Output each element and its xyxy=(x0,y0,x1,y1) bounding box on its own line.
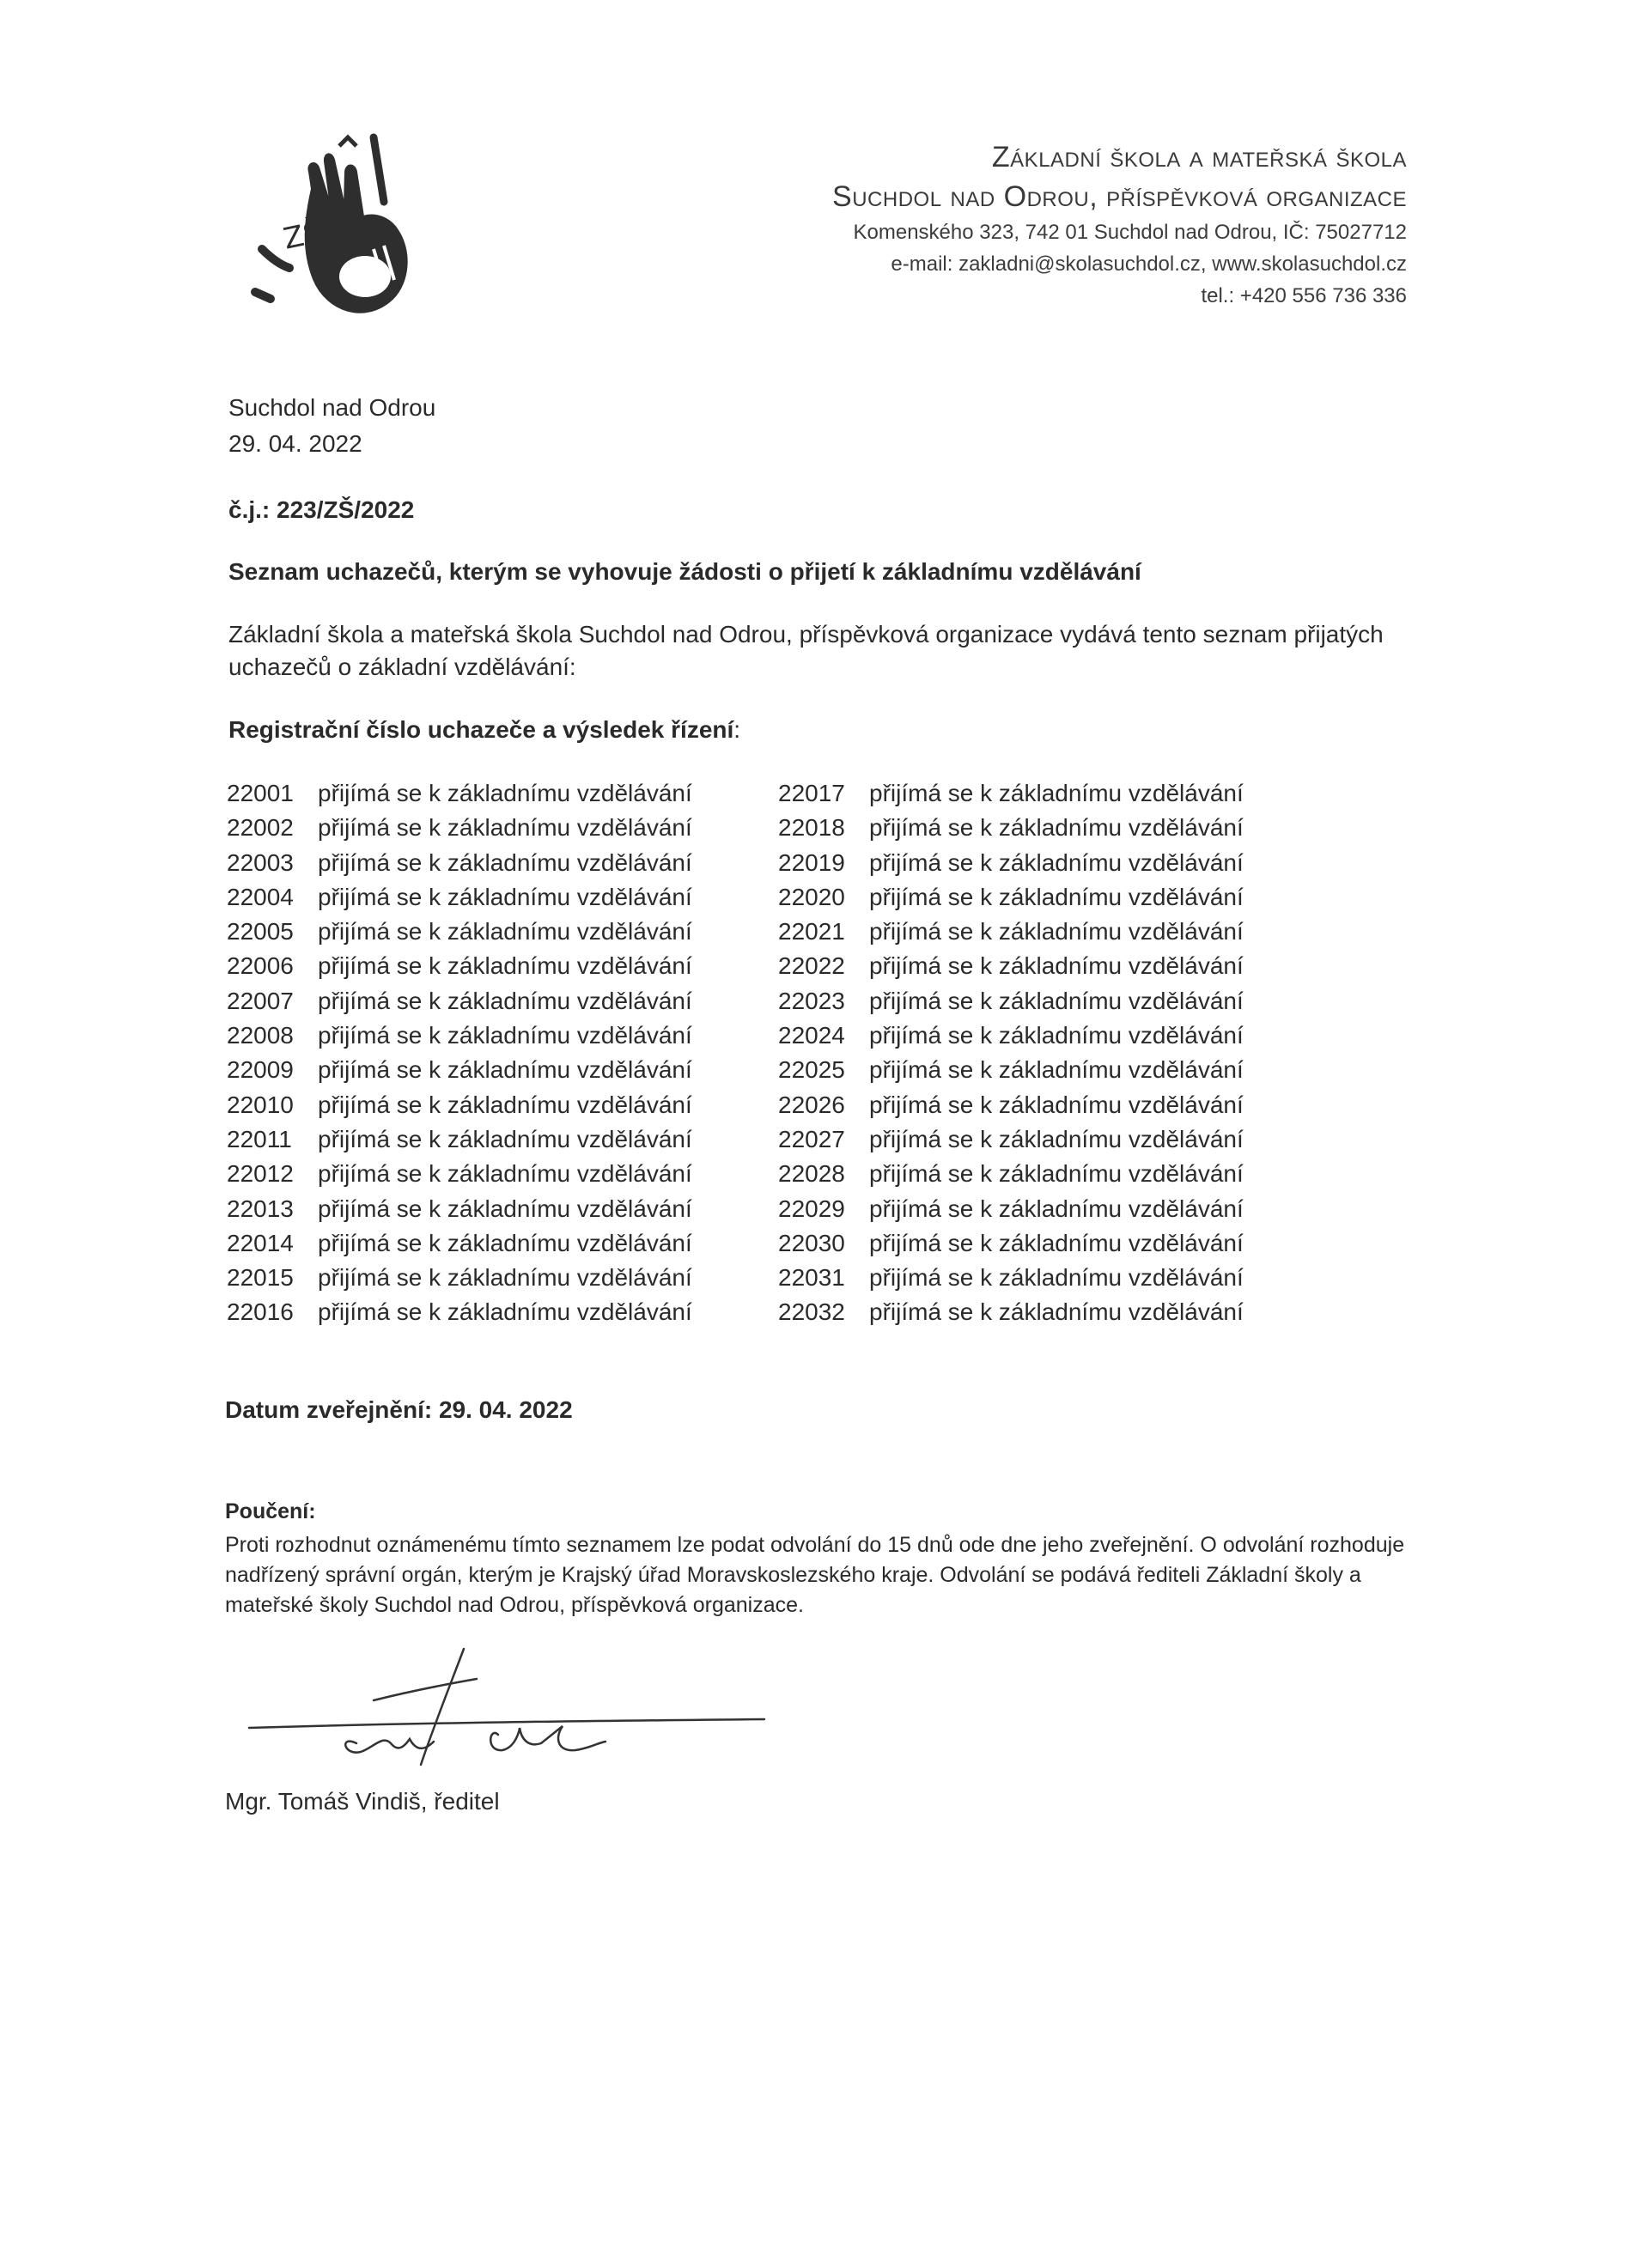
handprint-logo xyxy=(245,120,417,335)
applicant-id: 22001 xyxy=(227,780,294,806)
place-date-block xyxy=(228,390,435,462)
notice-heading: Poučení: xyxy=(225,1499,316,1523)
applicant-row xyxy=(778,811,1244,845)
applicant-row xyxy=(227,1053,692,1087)
applicant-result: přijímá se k základnímu vzdělávání xyxy=(318,1091,692,1118)
document-title: Seznam uchazečů, kterým se vyhovuje žádosti o přijetí k základnímu vzdělávání xyxy=(228,558,1141,585)
applicant-id: 22027 xyxy=(778,1125,845,1152)
org-name-line2: Suchdol nad Odrou, příspěvková organizace xyxy=(832,180,1407,213)
applicant-result: přijímá se k základnímu vzdělávání xyxy=(869,1160,1244,1188)
applicant-id: 22030 xyxy=(778,1229,845,1256)
applicant-result: přijímá se k základnímu vzdělávání xyxy=(318,918,692,946)
org-address: Komenského 323, 742 01 Suchdol nad Odrou, IČ: 75027712 xyxy=(853,221,1407,244)
applicant-row xyxy=(227,915,692,949)
applicant-result: přijímá se k základnímu vzdělávání xyxy=(869,1229,1244,1256)
applicant-result: přijímá se k základnímu vzdělávání xyxy=(318,1022,692,1049)
applicant-id: 22004 xyxy=(227,883,294,910)
signature xyxy=(245,1632,769,1769)
applicant-row xyxy=(227,1018,692,1053)
applicant-row xyxy=(227,880,692,915)
applicant-id: 22009 xyxy=(227,1056,294,1084)
applicant-row xyxy=(778,1261,1244,1295)
applicant-result: přijímá se k základnímu vzdělávání xyxy=(869,883,1244,910)
applicant-row xyxy=(227,776,692,811)
applicant-row xyxy=(227,984,692,1018)
applicant-result: přijímá se k základnímu vzdělávání xyxy=(869,814,1244,842)
applicant-id: 22006 xyxy=(227,952,294,980)
applicant-row xyxy=(227,1226,692,1261)
applicant-result: přijímá se k základnímu vzdělávání xyxy=(318,1056,692,1084)
applicant-row xyxy=(778,984,1244,1018)
applicant-result: přijímá se k základnímu vzdělávání xyxy=(318,780,692,806)
applicant-row xyxy=(778,1226,1244,1261)
applicant-result: přijímá se k základnímu vzdělávání xyxy=(318,1264,692,1292)
applicant-id: 22025 xyxy=(778,1056,845,1084)
applicant-id: 22007 xyxy=(227,987,294,1014)
applicant-row xyxy=(227,1157,692,1191)
applicant-row xyxy=(227,1295,692,1329)
applicant-row xyxy=(227,1088,692,1122)
applicant-row xyxy=(778,915,1244,949)
place: Suchdol nad Odrou xyxy=(228,394,436,421)
applicant-result: přijímá se k základnímu vzdělávání xyxy=(869,1298,1244,1326)
notice-text: Proti rozhodnut oznámenému tímto seznamem lze podat odvolání do 15 dnů ode dne jeho zveřejnění. O odvolání rozhoduje nadřízený správní orgán, kterým je Krajský úřad Moravskoslezského kraje. Odvolání se podává řediteli Základní školy a mateřské školy Suchdol nad Odrou, příspěvková organizace. xyxy=(225,1533,1405,1617)
applicant-row xyxy=(227,1192,692,1226)
applicant-row xyxy=(227,846,692,880)
applicant-result: přijímá se k základnímu vzdělávání xyxy=(869,952,1244,980)
applicant-id: 22018 xyxy=(778,814,845,842)
applicant-row xyxy=(227,949,692,983)
applicant-row xyxy=(778,1157,1244,1191)
registration-heading-colon: : xyxy=(733,716,741,743)
applicant-row xyxy=(778,1122,1244,1157)
applicant-id: 22010 xyxy=(227,1091,294,1118)
applicant-result: přijímá se k základnímu vzdělávání xyxy=(318,814,692,842)
applicant-id: 22024 xyxy=(778,1022,845,1049)
applicant-result: přijímá se k základnímu vzdělávání xyxy=(869,1125,1244,1152)
org-name-line1: Základní škola a mateřská škola xyxy=(991,141,1407,173)
applicant-result: přijímá se k základnímu vzdělávání xyxy=(318,883,692,910)
applicant-result: přijímá se k základnímu vzdělávání xyxy=(869,1195,1244,1222)
registration-heading-text: Registrační číslo uchazeče a výsledek řízení xyxy=(228,716,734,743)
applicant-row xyxy=(227,1122,692,1157)
applicant-result: přijímá se k základnímu vzdělávání xyxy=(318,1160,692,1188)
applicant-id: 22011 xyxy=(227,1125,292,1152)
applicant-id: 22005 xyxy=(227,918,294,946)
svg-text:ZŠ: ZŠ xyxy=(280,215,326,257)
reference-number: č.j.: 223/ZŠ/2022 xyxy=(228,496,415,523)
applicant-id: 22021 xyxy=(778,918,845,946)
applicant-result: přijímá se k základnímu vzdělávání xyxy=(318,1125,692,1152)
applicant-row xyxy=(778,1192,1244,1226)
applicant-result: přijímá se k základnímu vzdělávání xyxy=(318,1298,692,1326)
applicant-id: 22016 xyxy=(227,1298,294,1326)
applicant-list-left xyxy=(227,776,692,1330)
applicant-id: 22012 xyxy=(227,1160,294,1188)
applicant-id: 22023 xyxy=(778,987,845,1014)
applicant-id: 22028 xyxy=(778,1160,845,1188)
applicant-id: 22014 xyxy=(227,1229,294,1256)
applicant-id: 22002 xyxy=(227,814,294,842)
applicant-result: přijímá se k základnímu vzdělávání xyxy=(318,987,692,1014)
date: 29. 04. 2022 xyxy=(228,430,362,457)
applicant-result: přijímá se k základnímu vzdělávání xyxy=(869,918,1244,946)
applicant-result: přijímá se k základnímu vzdělávání xyxy=(318,1195,692,1222)
intro-paragraph: Základní škola a mateřská škola Suchdol nad Odrou, příspěvková organizace vydává tento seznam přijatých uchazečů o základní vzdělávání: xyxy=(228,621,1384,680)
applicant-id: 22026 xyxy=(778,1091,845,1118)
applicant-row xyxy=(778,846,1244,880)
applicant-result: přijímá se k základnímu vzdělávání xyxy=(869,848,1244,876)
letterhead xyxy=(832,137,1407,312)
applicant-row xyxy=(778,1088,1244,1122)
applicant-row xyxy=(778,949,1244,983)
applicant-id: 22015 xyxy=(227,1264,294,1292)
applicant-id: 22029 xyxy=(778,1195,845,1222)
applicant-id: 22022 xyxy=(778,952,845,980)
registration-heading xyxy=(228,716,740,744)
signer-name: Mgr. Tomáš Vindiš, ředitel xyxy=(225,1788,500,1815)
applicant-result: přijímá se k základnímu vzdělávání xyxy=(318,848,692,876)
applicant-id: 22031 xyxy=(778,1264,845,1292)
applicant-id: 22032 xyxy=(778,1298,845,1326)
applicant-row xyxy=(778,1018,1244,1053)
applicant-result: přijímá se k základnímu vzdělávání xyxy=(318,952,692,980)
applicant-id: 22020 xyxy=(778,883,845,910)
applicant-result: přijímá se k základnímu vzdělávání xyxy=(318,1229,692,1256)
applicant-id: 22019 xyxy=(778,848,845,876)
applicant-row xyxy=(778,1053,1244,1087)
org-email-web: e-mail: zakladni@skolasuchdol.cz, www.skolasuchdol.cz xyxy=(891,252,1407,276)
applicant-result: přijímá se k základnímu vzdělávání xyxy=(869,780,1244,806)
applicant-result: přijímá se k základnímu vzdělávání xyxy=(869,1264,1244,1292)
applicant-id: 22017 xyxy=(778,780,845,806)
applicant-result: přijímá se k základnímu vzdělávání xyxy=(869,987,1244,1014)
applicant-result: přijímá se k základnímu vzdělávání xyxy=(869,1022,1244,1049)
applicant-id: 22008 xyxy=(227,1022,294,1049)
applicant-result: přijímá se k základnímu vzdělávání xyxy=(869,1056,1244,1084)
applicant-id: 22003 xyxy=(227,848,294,876)
applicant-list-right xyxy=(778,776,1244,1330)
applicant-row xyxy=(227,811,692,845)
applicant-id: 22013 xyxy=(227,1195,294,1222)
applicant-row xyxy=(778,880,1244,915)
applicant-row xyxy=(778,1295,1244,1329)
org-phone: tel.: +420 556 736 336 xyxy=(1201,284,1407,307)
applicant-row xyxy=(778,776,1244,811)
publication-date: Datum zveřejnění: 29. 04. 2022 xyxy=(225,1396,573,1423)
applicant-row xyxy=(227,1261,692,1295)
applicant-result: přijímá se k základnímu vzdělávání xyxy=(869,1091,1244,1118)
